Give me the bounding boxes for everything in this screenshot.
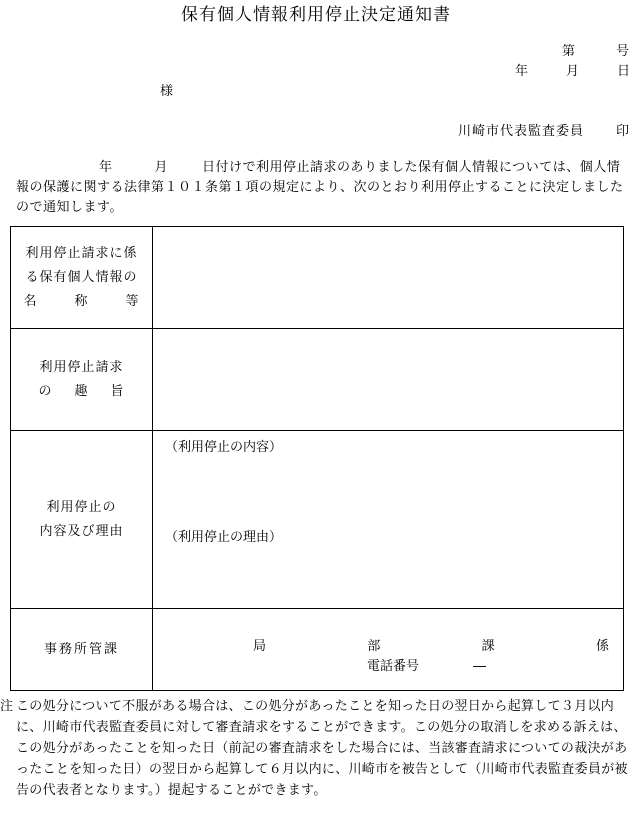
row1-label-line3	[24, 290, 140, 314]
row3-label-line2: 内容及び理由	[39, 524, 124, 539]
section-label: 課	[481, 639, 495, 654]
unit-label: 係	[595, 639, 609, 654]
date-month: 月	[565, 64, 579, 79]
body-paragraph	[16, 158, 628, 218]
seal-mark: 印	[615, 124, 630, 139]
office-cell[interactable]	[153, 609, 623, 691]
body-text: 日付けで利用停止請求のありました保有個人情報については、個人情報の保護に関する法律第１０１条第１項の規定により、次のとおり利用停止することに決定しましたので通知します。	[16, 160, 624, 215]
row2-label-char-c: 旨	[110, 384, 125, 399]
sender-name: 川崎市代表監査委員	[457, 124, 584, 139]
body-year: 年	[99, 160, 113, 175]
page-title: 保有個人情報利用停止決定通知書	[181, 5, 451, 25]
row1-label-char-c: 等	[125, 293, 140, 309]
row-label-info-name	[11, 227, 153, 328]
table-row	[11, 328, 623, 431]
phone-dash: ―	[473, 659, 487, 674]
office-units	[253, 635, 609, 654]
purpose-cell[interactable]	[153, 329, 623, 431]
row2-label-char-b: 趣	[74, 384, 89, 399]
bureau-label: 局	[253, 639, 267, 654]
doc-no-prefix: 第	[561, 44, 576, 59]
addressee: 様	[160, 84, 174, 99]
table-row	[11, 430, 623, 609]
row1-label-line2: る保有個人情報の	[25, 269, 138, 285]
content-heading: （利用停止の内容）	[165, 440, 283, 455]
body-month: 月	[154, 160, 169, 175]
document-number	[562, 40, 630, 59]
date-day: 日	[616, 64, 630, 79]
row1-label-char-b: 称	[74, 293, 89, 309]
table-row	[11, 227, 623, 328]
row1-label-line1: 利用停止請求に係	[25, 245, 138, 261]
note-mark: 注	[0, 699, 14, 714]
sender	[458, 120, 630, 139]
department-label: 部	[367, 639, 381, 654]
issue-date	[515, 60, 630, 79]
row-label-office	[11, 609, 153, 691]
row1-label-char-a: 名	[23, 293, 38, 309]
row-label-purpose	[11, 329, 153, 431]
phone-label: 電話番号	[367, 659, 420, 674]
info-name-cell[interactable]	[153, 227, 623, 328]
table-row	[11, 608, 623, 691]
row2-label-line2	[39, 380, 125, 404]
row4-label: 事務所管課	[43, 642, 119, 657]
decision-table	[10, 226, 624, 691]
row2-label-char-a: の	[38, 384, 53, 399]
date-year: 年	[514, 64, 528, 79]
row2-label-line1: 利用停止請求	[39, 360, 124, 375]
row-label-content-reason	[11, 431, 153, 609]
row3-label-line1: 利用停止の	[46, 500, 117, 515]
note-text: この処分について不服がある場合は、この処分があったことを知った日の翌日から起算して３月以内に、川崎市代表監査委員に対して審査請求をすることができます。この処分の取消しを求める訴えは、この処分があったことを知った日（前記の審査請求をした場合には、当該審査請求についての裁決があったことを知った日）の翌日から起算して６月以内に、川崎市を被告として（川崎市代表監査委員が被告の代表者となります。）提起することができます。	[16, 699, 628, 798]
office-phone	[367, 655, 486, 674]
doc-no-suffix: 号	[615, 44, 630, 59]
content-reason-cell[interactable]	[153, 431, 623, 609]
reason-heading: （利用停止の理由）	[165, 530, 283, 545]
